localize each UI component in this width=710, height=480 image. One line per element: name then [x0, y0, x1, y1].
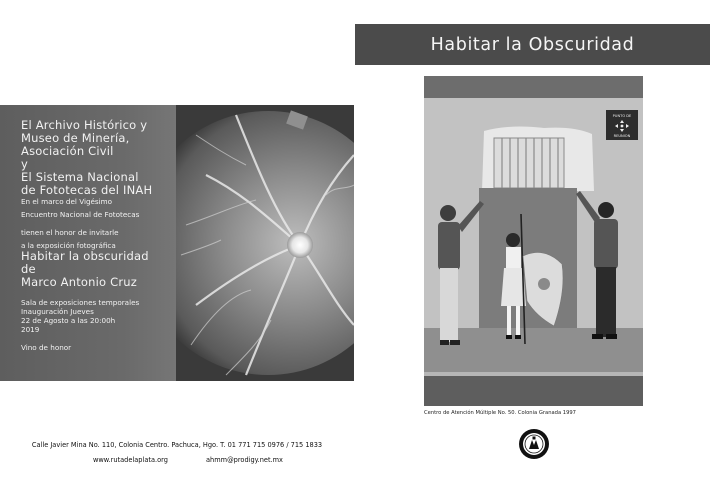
website-link[interactable]: www.rutadelaplata.org	[93, 456, 168, 464]
sign-line-2: REUNION	[613, 134, 631, 138]
retina-image	[176, 105, 354, 381]
cover-title: Habitar la Obscuridad	[430, 34, 635, 55]
invitation-panel	[0, 105, 354, 381]
venue-text: Sala de exposiciones temporales	[21, 298, 140, 307]
invite-line-1: tienen el honor de invitarle	[21, 228, 119, 237]
reception-text: Vino de honor	[21, 343, 72, 352]
opening-text: Inauguración Jueves	[21, 307, 94, 316]
footer-links	[93, 456, 283, 464]
host-line-3: Asociación Civil	[21, 144, 114, 158]
invite-line-2: a la exposición fotográfica	[21, 241, 116, 250]
context-line-2: Encuentro Nacional de Fototecas	[21, 210, 140, 219]
cover-photograph	[424, 76, 643, 406]
exhibition-title: Habitar la obscuridad	[21, 249, 149, 263]
photograph-illustration	[424, 76, 643, 406]
sign-line-1: PUNTO DE	[612, 114, 632, 118]
footer-address: Calle Javier Mina No. 110, Colonia Centro. Pachuca, Hgo. T. 01 771 715 0976 / 715 1833	[31, 441, 323, 449]
author-name: Marco Antonio Cruz	[21, 275, 138, 289]
invitation-text	[21, 119, 181, 352]
year-text: 2019	[21, 325, 40, 334]
context-line-1: En el marco del Vigésimo	[21, 197, 113, 206]
host-line-6: de Fototecas del INAH	[21, 183, 153, 197]
date-text: 22 de Agosto a las 20:00h	[21, 316, 116, 325]
host-line-2: Museo de Minería,	[21, 131, 130, 145]
email-link[interactable]: ahmm@prodigy.net.mx	[206, 456, 283, 464]
by-label: de	[21, 262, 36, 276]
archive-logo	[518, 428, 550, 460]
archive-logo-icon	[518, 428, 550, 460]
host-line-4: y	[21, 157, 29, 171]
host-line-5: El Sistema Nacional	[21, 170, 139, 184]
photo-caption: Centro de Atención Múltiple No. 50. Colonia Granada 1997	[424, 410, 576, 416]
host-line-1: El Archivo Histórico y	[21, 118, 148, 132]
retina-illustration	[176, 105, 354, 381]
cover-title-bar	[355, 24, 710, 65]
